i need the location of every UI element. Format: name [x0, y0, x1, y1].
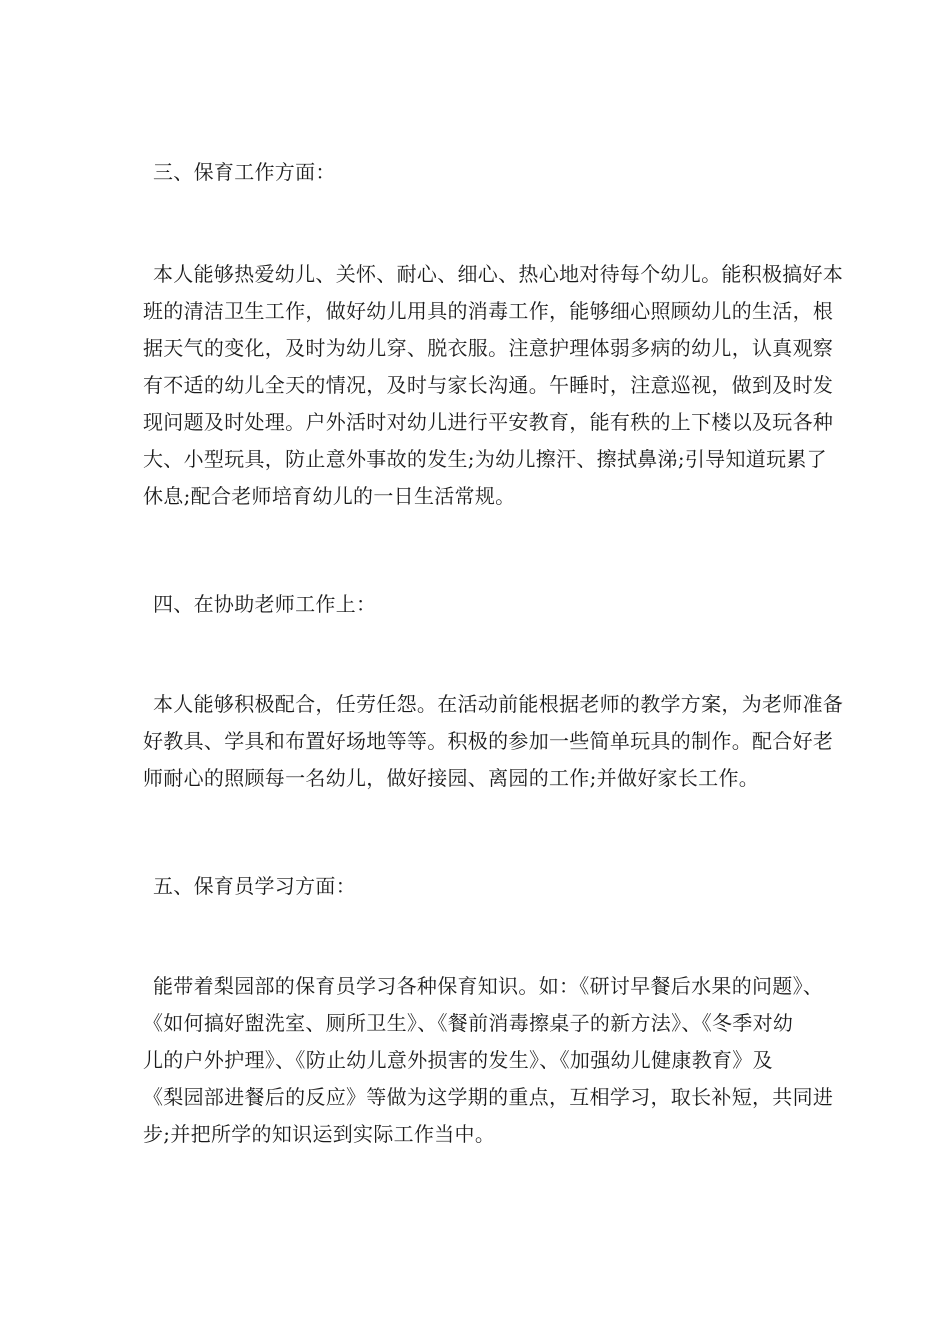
paragraph-line: 本人能够热爱幼儿、关怀、耐心、细心、热心地对待每个幼儿。能积极搞好本	[153, 262, 844, 286]
paragraph-line: 《如何搞好盥洗室、厕所卫生》、《餐前消毒擦桌子的新方法》、《冬季对幼	[143, 1011, 794, 1035]
section-heading-4: 四、在协助老师工作上：	[153, 592, 377, 616]
section-heading-5: 五、保育员学习方面：	[153, 874, 356, 898]
paragraph-line: 据天气的变化，及时为幼儿穿、脱衣服。注意护理体弱多病的幼儿，认真观察	[143, 336, 834, 360]
section-paragraph-3	[143, 256, 844, 515]
paragraph-line: 休息;配合老师培育幼儿的一日生活常规。	[143, 484, 516, 508]
paragraph-line: 好教具、学具和布置好场地等等。积极的参加一些简单玩具的制作。配合好老	[143, 729, 834, 753]
paragraph-line: 《梨园部进餐后的反应》等做为这学期的重点，互相学习，取长补短，共同进	[143, 1085, 834, 1109]
paragraph-line: 班的清洁卫生工作，做好幼儿用具的消毒工作，能够细心照顾幼儿的生活，根	[143, 299, 834, 323]
section-paragraph-4	[143, 686, 844, 797]
paragraph-line: 步;并把所学的知识运到实际工作当中。	[143, 1122, 496, 1146]
paragraph-line: 现问题及时处理。户外活时对幼儿进行平安教育，能有秩的上下楼以及玩各种	[143, 410, 834, 434]
paragraph-line: 儿的户外护理》、《防止幼儿意外损害的发生》、《加强幼儿健康教育》及	[143, 1048, 773, 1072]
section-heading-3: 三、保育工作方面：	[153, 160, 336, 184]
section-paragraph-5	[143, 968, 834, 1153]
paragraph-line: 本人能够积极配合，任劳任怨。在活动前能根据老师的教学方案，为老师准备	[153, 692, 844, 716]
paragraph-line: 大、小型玩具，防止意外事故的发生;为幼儿擦汗、擦拭鼻涕;引导知道玩累了	[143, 447, 827, 471]
paragraph-line: 能带着梨园部的保育员学习各种保育知识。如：《研讨早餐后水果的问题》、	[153, 974, 824, 998]
paragraph-line: 师耐心的照顾每一名幼儿，做好接园、离园的工作;并做好家长工作。	[143, 766, 760, 790]
paragraph-line: 有不适的幼儿全天的情况，及时与家长沟通。午睡时，注意巡视，做到及时发	[143, 373, 834, 397]
